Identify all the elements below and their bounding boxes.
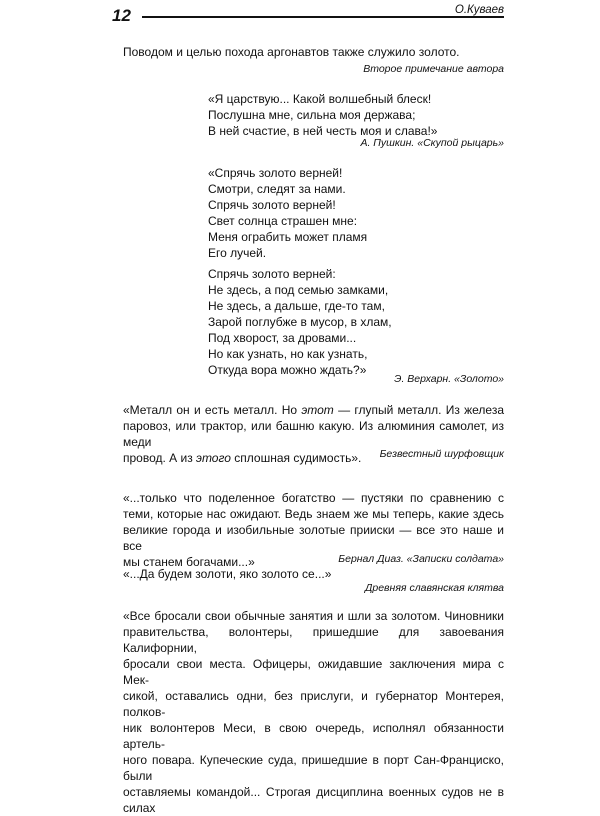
- oath-text: «...Да будем золоти, яко золото се...»: [123, 567, 332, 581]
- poem-line: «Спрячь золото верней!: [208, 166, 343, 180]
- oath-attribution: Древняя славянская клятва: [364, 582, 504, 594]
- paragraph-line: бросали свои места. Офицеры, ожидавшие заключения мира с Мек-: [123, 657, 504, 687]
- paragraph-line: «Все бросали свои обычные занятия и шли за золотом. Чиновники: [123, 609, 504, 623]
- poem-line: Послушна мне, сильна моя держава;: [208, 108, 416, 122]
- pushkin-attribution: А. Пушкин. «Скупой рыцарь»: [360, 137, 504, 149]
- quote-line: «Металл он и есть металл. Но этот — глупый металл. Из железа: [123, 403, 504, 417]
- poem-line: Под хворост, за дровами...: [208, 331, 357, 345]
- metal-attribution: Безвестный шурфовщик: [379, 448, 504, 460]
- quote-line: мы станем богачами...»: [123, 555, 255, 569]
- poem-line: Не здесь, а дальше, где-то там,: [208, 299, 385, 313]
- quote-line: «...только что поделенное богатство — пустяки по сравнению с: [123, 491, 504, 505]
- verhaeren-attribution: Э. Верхарн. «Золото»: [394, 373, 504, 385]
- header-author: О.Куваев: [454, 4, 504, 16]
- paragraph-line: сикой, оставались одни, без прислуги, и губернатор Монтерея, полков-: [123, 689, 504, 719]
- paragraph-line: ного повара. Купеческие суда, пришедшие в порт Сан-Франциско, были: [123, 753, 504, 783]
- poem-line: Смотри, следят за нами.: [208, 182, 346, 196]
- poem-line: Свет солнца страшен мне:: [208, 214, 358, 228]
- poem-line: Его лучей.: [208, 246, 267, 260]
- diaz-attribution: Бернал Диаз. «Записки солдата»: [338, 553, 504, 565]
- poem-line: «Я царствую... Какой волшебный блеск!: [208, 92, 432, 106]
- california-paragraph: [123, 608, 504, 816]
- poem-line: Зарой поглубже в мусор, в хлам,: [208, 315, 392, 329]
- verhaeren-stanza-1: [208, 165, 367, 261]
- poem-line: Не здесь, а под семью замками,: [208, 283, 389, 297]
- poem-line: Спрячь золото верней:: [208, 267, 336, 281]
- quote-line: теми, которые нас ожидают. Ведь знаем же мы теперь, какие здесь: [123, 507, 504, 521]
- emphasis: этот: [301, 403, 334, 417]
- poem-line: Меня ограбить может пламя: [208, 230, 368, 244]
- poem-line: Откуда вора можно ждать?»: [208, 363, 367, 377]
- quote-line: паровоз, или трактор, или башню какую. Из алюминия самолет, из меди: [123, 419, 504, 449]
- paragraph-line: правительства, волонтеры, пришедшие для завоевания Калифорнии,: [123, 625, 504, 655]
- page-number: 12: [112, 6, 131, 25]
- poem-line: Спрячь золото верней!: [208, 198, 336, 212]
- quote-line: провод. А из этого сплошная судимость».: [123, 451, 362, 465]
- paragraph-line: ник волонтеров Меси, в свою очередь, исполнял обязанности артель-: [123, 721, 504, 751]
- intro-text: Поводом и целью похода аргонавтов также служило золото.: [123, 45, 460, 59]
- intro-attribution: Второе примечание автора: [363, 63, 504, 75]
- poem-line: В ней счастие, в ней честь моя и слава!»: [208, 124, 438, 138]
- verhaeren-stanza-2: [208, 266, 392, 378]
- emphasis: этого: [196, 451, 231, 465]
- header-rule: [142, 16, 504, 18]
- poem-line: Но как узнать, но как узнать,: [208, 347, 368, 361]
- pushkin-quote: [208, 91, 437, 139]
- paragraph-line: оставляемы командой... Строгая дисциплина военных судов не в силах: [123, 785, 504, 815]
- quote-line: великие города и изобильные золотые прииски — все это наше и все: [123, 523, 504, 553]
